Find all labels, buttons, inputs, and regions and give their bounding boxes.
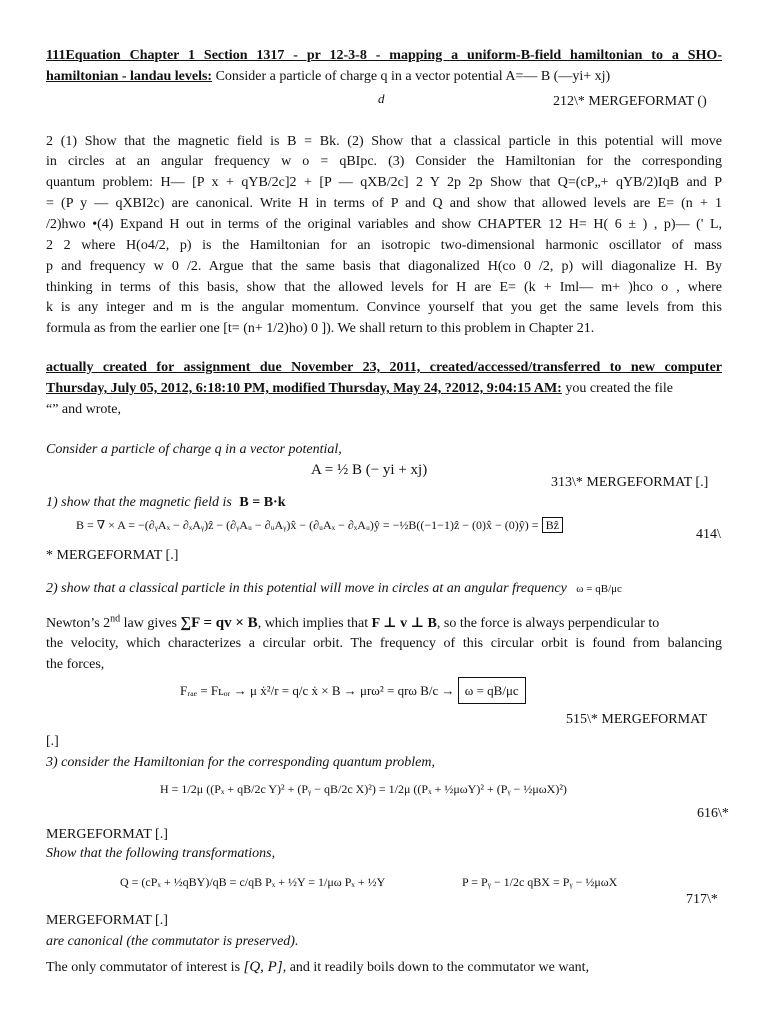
newton-text-b: law gives [120,616,177,631]
problem-line-10: formula as from the earlier one [t= (n+ 1/2)ho) 0 ]). We shall return to this problem in Chapter 21. [46,321,595,336]
forces-text: the forces, [46,657,105,672]
commutator-QP: [Q, P] [243,959,283,975]
eq-number-717-cont: MERGEFORMAT [.] [46,913,168,928]
eq-number-414-cont: * MERGEFORMAT [.] [46,548,179,563]
eq-number-414: 414\ [696,527,721,542]
stray-d: d [378,91,385,106]
step2-line [46,580,622,598]
newton-sup: nd [110,613,121,625]
eq-number-212: 212\* MERGEFORMAT () [553,94,707,109]
velocity-text: the velocity, which characterizes a circular orbit. The frequency of this circular orbit is found from balancing [46,636,722,651]
problem-line-1: 2 (1) Show that the magnetic field is B = Bk. (2) Show that a classical particle in this potential will move [46,134,722,149]
transforms-text: Show that the following transformations, [46,846,276,861]
newton-text-a: Newton’s 2 [46,616,111,631]
problem-line-5: /2)hwo •(4) Expand H out in terms of the original variables and show CHAPTER 12 H= H( 6 ± ) , p)— (' L, [46,217,722,232]
eq-number-717: 717\* [686,892,718,907]
consider-text: Consider a particle of charge q in a vector potential, [46,442,342,457]
meta-line-2 [46,380,673,398]
problem-line-7: p and frequency w 0 /2. Argue that the same basis that diagonalized H(co 0 /2, p) will diagonalize H. By [46,259,722,274]
problem-heading-title: hamiltonian - landau levels: [46,69,213,84]
commutator-text-b: , and it readily boils down to the commutator we want, [282,960,590,975]
newton-text-d: , so the force is always perpendicular to [436,616,660,631]
curl-result-box: Bẑ [542,517,563,533]
force-balance-result: ω = qB/μc [458,677,526,704]
hamiltonian-equation: H = 1/2μ ((Pₓ + qB/2c Y)² + (Pᵧ − qB/2c X)²) = 1/2μ ((Pₓ + ½μωY)² + (Pᵧ − ½μωX)²) [160,782,567,796]
force-balance-equation [180,683,526,699]
curl-expression: B = ∇ × A = −(∂ᵧAₓ − ∂ₓAᵧ)ẑ − (∂ᵧAᵤ − ∂ᵤAᵧ)x̂ − (∂ᵤAₓ − ∂ₓAᵤ)ŷ = −½B((−1−1)ẑ − (0)x̂ − (0)ŷ) = [76,518,539,532]
meta-dates: Thursday, July 05, 2012, 6:18:10 PM, modified Thursday, May 24, ?2012, 9:04:15 AM: [46,381,562,396]
commutator-line [46,958,589,977]
step1-text: 1) show that the magnetic field is [46,495,232,510]
meta-file-text: you created the file [565,381,673,396]
problem-line-6: 2 2 where H(o4/2, p) is the Hamiltonian for an isotropic two-dimensional harmonic oscillator of mass [46,238,722,253]
vector-potential-equation: A = ½ B (− yi + xj) [311,462,428,478]
newton-force-eq: ∑F = qv × B [180,615,258,631]
omega-inline: ω = qB/μc [576,583,622,595]
step3-text: 3) consider the Hamiltonian for the corresponding quantum problem, [46,755,435,770]
b-equals-bk: B = B·k [239,495,286,510]
problem-line-4: = (P y — qXBI2c) are canonical. Write H in terms of P and Q and show that allowed levels are E= (n + 1 [46,196,722,211]
eq-number-616: 616\* [697,806,729,821]
step2-text: 2) show that a classical particle in this potential will move in circles at an angular frequency [46,581,567,596]
problem-line-2: in circles at an angular frequency w o = qBIpc. (3) Consider the Hamiltonian for the corresponding [46,154,722,169]
newton-text-c: , which implies that [257,616,369,631]
eq-number-515-cont: [.] [46,734,59,749]
canonical-text: are canonical (the commutator is preserved). [46,934,299,949]
eq-number-313: 313\* MERGEFORMAT [.] [551,475,709,490]
problem-line-9: k is any integer and m is the angular momentum. Convince yourself that you get the same levels from this [46,300,722,315]
problem-heading: 111Equation Chapter 1 Section 1317 - pr 12-3-8 - mapping a uniform-B-field hamiltonian to a SHO- [46,48,722,63]
step1-line [46,494,285,512]
Q-transform-equation: Q = (cPₓ + ½qBY)/qB = c/qB Pₓ + ½Y = 1/μω Pₓ + ½Y [120,875,386,889]
problem-intro: Consider a particle of charge q in a vector potential A=— B (—yi+ xj) [215,69,611,84]
eq-number-515: 515\* MERGEFORMAT [566,712,708,727]
commutator-text-a: The only commutator of interest is [46,960,241,975]
meta-line-3: “” and wrote, [46,402,122,417]
eq-number-616-cont: MERGEFORMAT [.] [46,827,168,842]
newton-line [46,614,659,633]
meta-line-1: actually created for assignment due November 23, 2011, created/accessed/transferred to new computer [46,360,722,375]
curl-equation [76,518,563,533]
problem-line-3: quantum problem: H— [P x + qYB/2c]2 + [P — qXB/2c] 2 Y 2p 2p Show that Q=(cP„+ qYB/2)IqB and P [46,175,722,190]
perp-eq: F ⊥ v ⊥ B [371,616,437,631]
problem-line-8: thinking in terms of this basis, show that the allowed levels for H are E= (k + Iml— m+ )hco o , where [46,280,722,295]
force-balance-expr: Fᵣₐₑ = Fʟₒᵣ → μ ẋ²/r = q/c ẋ × B → μrω² = qrω B/c → [180,683,455,698]
problem-heading-line2 [46,68,610,86]
P-transform-equation: P = Pᵧ − 1/2c qBX = Pᵧ − ½μωX [462,875,618,889]
